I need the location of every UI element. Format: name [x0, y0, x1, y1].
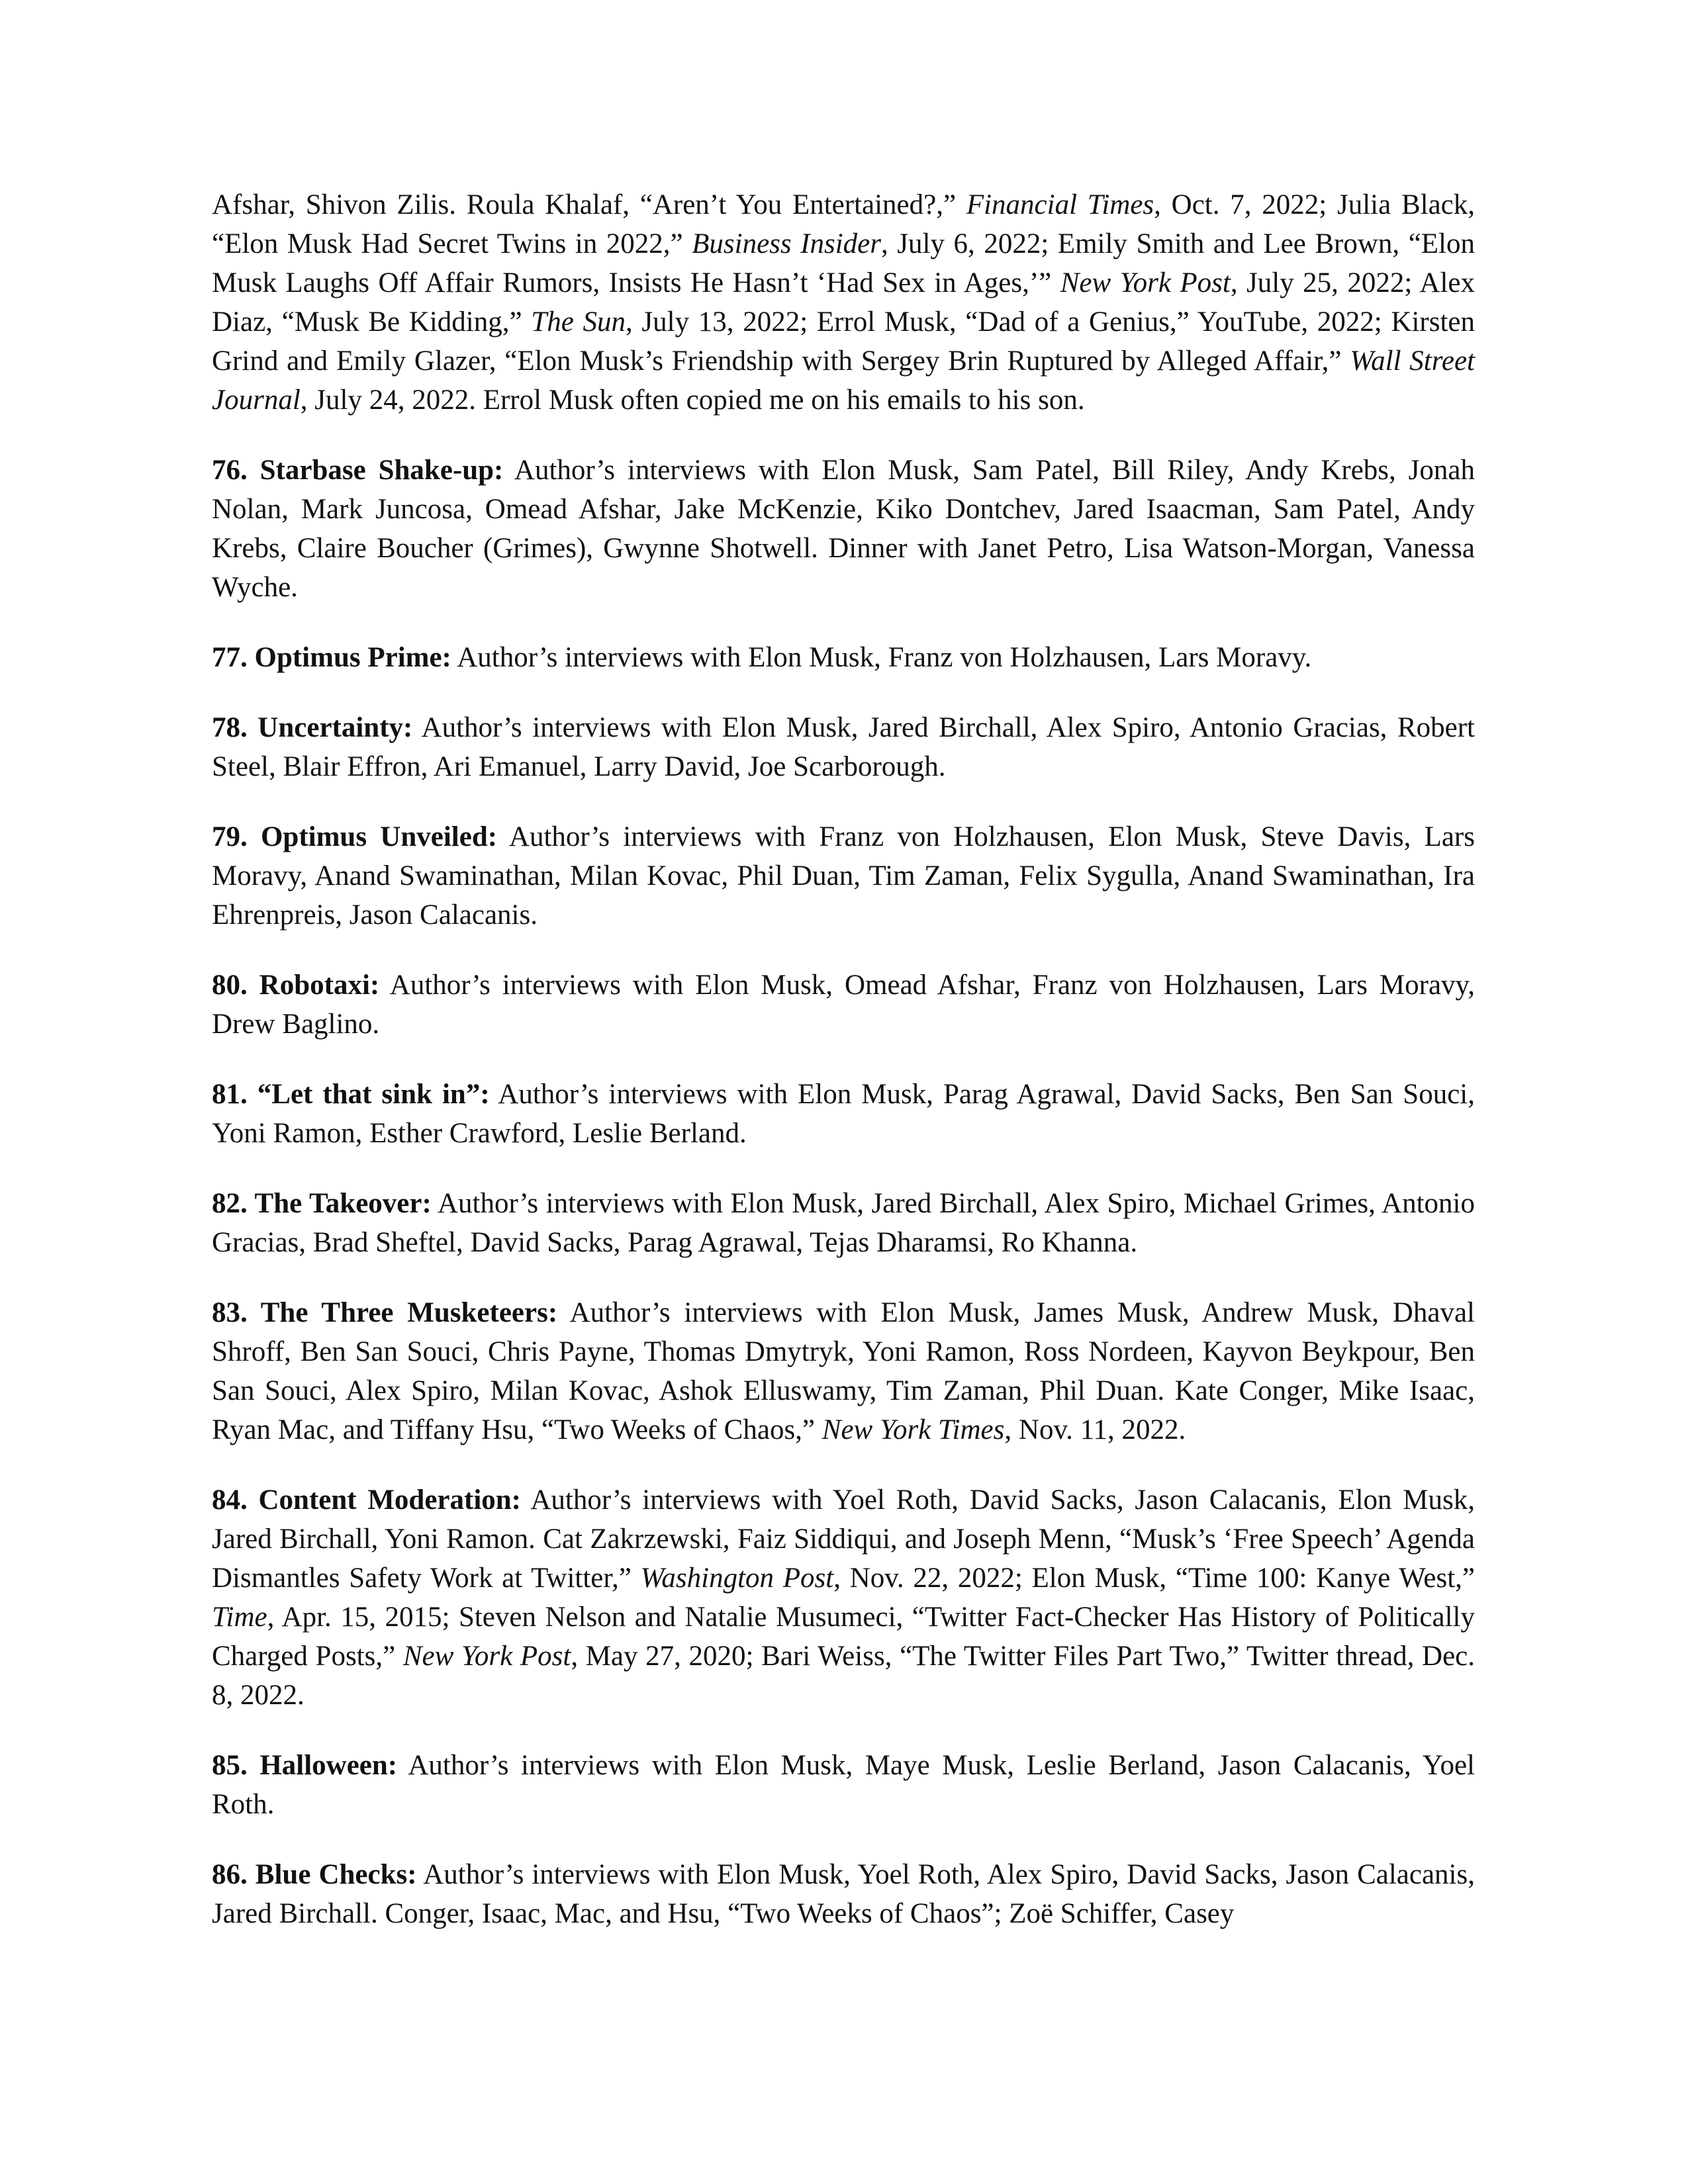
- note-text: , July 13, 2022; Errol Musk, “Dad of a Genius,” YouTube, 2022; Kirsten Grind and Emily Glazer, “Elon Musk’s Friendship with Sergey Brin Ruptured by Alleged Affair,”: [212, 306, 1476, 377]
- note-entry: [212, 451, 1475, 607]
- note-continuation: [212, 185, 1475, 420]
- note-text: , July 6, 2022; Emily Smith and Lee Brown, “Elon Musk Laughs Off Affair Rumors, Insists He Hasn’t ‘Had Sex in Ages,’”: [212, 228, 1475, 298]
- publication-title: Financial Times: [966, 189, 1154, 220]
- publication-title: Wall Street Journal: [212, 345, 1475, 416]
- note-heading: 82. The Takeover:: [212, 1188, 432, 1219]
- note-text: Author’s interviews with Elon Musk, Franz von Holzhausen, Lars Moravy.: [451, 642, 1312, 673]
- note-text: Author’s interviews with Yoel Roth, David Sacks, Jason Calacanis, Elon Musk, Jared Birchall, Yoni Ramon. Cat Zakrzewski, Faiz Siddiqui, and Joseph Menn, “Musk’s ‘Free Speech’ Agenda Dismantles Safety Work at Twitter,”: [212, 1484, 1476, 1594]
- note-text: Author’s interviews with Elon Musk, Sam Patel, Bill Riley, Andy Krebs, Jonah Nolan, Mark Juncosa, Omead Afshar, Jake McKenzie, Kiko Dontchev, Jared Isaacman, Sam Patel, Andy Krebs, Claire Boucher (Grimes), Gwynne Shotwell. Dinner with Janet Petro, Lisa Watson-Morgan, Vanessa Wyche.: [212, 455, 1475, 603]
- note-text: Author’s interviews with Elon Musk, Parag Agrawal, David Sacks, Ben San Souci, Yoni Ramon, Esther Crawford, Leslie Berland.: [212, 1079, 1475, 1149]
- note-heading: 80. Robotaxi:: [212, 970, 380, 1001]
- note-entry: [212, 817, 1475, 934]
- note-heading: 79. Optimus Unveiled:: [212, 821, 498, 852]
- note-heading: 76. Starbase Shake-up:: [212, 455, 504, 486]
- note-text: Author’s interviews with Elon Musk, Jared Birchall, Alex Spiro, Michael Grimes, Antonio Gracias, Brad Sheftel, David Sacks, Parag Agrawal, Tejas Dharamsi, Ro Khanna.: [212, 1188, 1475, 1258]
- note-heading: 78. Uncertainty:: [212, 712, 413, 743]
- note-entry: [212, 1480, 1475, 1715]
- note-entry: [212, 966, 1475, 1044]
- note-entry: [212, 638, 1475, 677]
- note-body: [212, 1484, 1475, 1711]
- note-text: Author’s interviews with Elon Musk, Maye Musk, Leslie Berland, Jason Calacanis, Yoel Roth.: [212, 1750, 1475, 1820]
- note-text: , May 27, 2020; Bari Weiss, “The Twitter Files Part Two,” Twitter thread, Dec. 8, 2022.: [212, 1641, 1475, 1711]
- note-body: [212, 970, 1475, 1040]
- note-heading: 77. Optimus Prime:: [212, 642, 451, 673]
- note-text: , July 24, 2022. Errol Musk often copied me on his emails to his son.: [300, 385, 1085, 416]
- note-entry: [212, 1075, 1475, 1153]
- note-body: [212, 1750, 1475, 1820]
- note-heading: 86. Blue Checks:: [212, 1859, 417, 1890]
- note-text: Author’s interviews with Elon Musk, Omead Afshar, Franz von Holzhausen, Lars Moravy, Drew Baglino.: [212, 970, 1475, 1040]
- note-text: Author’s interviews with Elon Musk, James Musk, Andrew Musk, Dhaval Shroff, Ben San Souci, Chris Payne, Thomas Dmytryk, Yoni Ramon, Ross Nordeen, Kayvon Beykpour, Ben San Souci, Alex Spiro, Milan Kovac, Ashok Elluswamy, Tim Zaman, Phil Duan. Kate Conger, Mike Isaac, Ryan Mac, and Tiffany Hsu, “Two Weeks of Chaos,”: [212, 1297, 1475, 1445]
- note-text: , Nov. 11, 2022.: [1004, 1414, 1186, 1445]
- note-entry: [212, 708, 1475, 786]
- publication-title: New York Post: [402, 1641, 571, 1672]
- note-entry: [212, 1184, 1475, 1262]
- note-text: , July 25, 2022; Alex Diaz, “Musk Be Kidding,”: [212, 267, 1475, 338]
- note-text: Author’s interviews with Elon Musk, Jared Birchall, Alex Spiro, Antonio Gracias, Robert Steel, Blair Effron, Ari Emanuel, Larry David, Joe Scarborough.: [212, 712, 1476, 782]
- note-text: , Nov. 22, 2022; Elon Musk, “Time 100: Kanye West,”: [833, 1563, 1475, 1594]
- publication-title: New York Times: [821, 1414, 1005, 1445]
- note-text: Afshar, Shivon Zilis. Roula Khalaf, “Aren’t You Entertained?,”: [212, 189, 966, 220]
- notes-page: [212, 185, 1475, 1964]
- publication-title: The Sun: [531, 306, 626, 338]
- note-text: , Apr. 15, 2015; Steven Nelson and Natalie Musumeci, “Twitter Fact-Checker Has History of Politically Charged Posts,”: [212, 1602, 1475, 1672]
- note-text: Author’s interviews with Elon Musk, Yoel Roth, Alex Spiro, David Sacks, Jason Calacanis, Jared Birchall. Conger, Isaac, Mac, and Hsu, “Two Weeks of Chaos”; Zoë Schiffer, Casey: [212, 1859, 1475, 1929]
- publication-title: Time: [212, 1602, 267, 1633]
- publication-title: New York Post: [1060, 267, 1231, 298]
- note-entry: [212, 1855, 1475, 1933]
- note-heading: 85. Halloween:: [212, 1750, 398, 1781]
- note-heading: 81. “Let that sink in”:: [212, 1079, 490, 1110]
- note-entry: [212, 1293, 1475, 1449]
- note-text: Author’s interviews with Franz von Holzhausen, Elon Musk, Steve Davis, Lars Moravy, Anand Swaminathan, Milan Kovac, Phil Duan, Tim Zaman, Felix Sygulla, Anand Swaminathan, Ira Ehrenpreis, Jason Calacanis.: [212, 821, 1475, 931]
- note-entry: [212, 1746, 1475, 1824]
- publication-title: Washington Post: [640, 1563, 834, 1594]
- note-heading: 84. Content Moderation:: [212, 1484, 522, 1516]
- note-heading: 83. The Three Musketeers:: [212, 1297, 558, 1328]
- note-text: , Oct. 7, 2022; Julia Black, “Elon Musk Had Secret Twins in 2022,”: [212, 189, 1476, 259]
- publication-title: Business Insider: [692, 228, 882, 259]
- note-body: [451, 642, 1311, 673]
- note-body: [212, 189, 1475, 416]
